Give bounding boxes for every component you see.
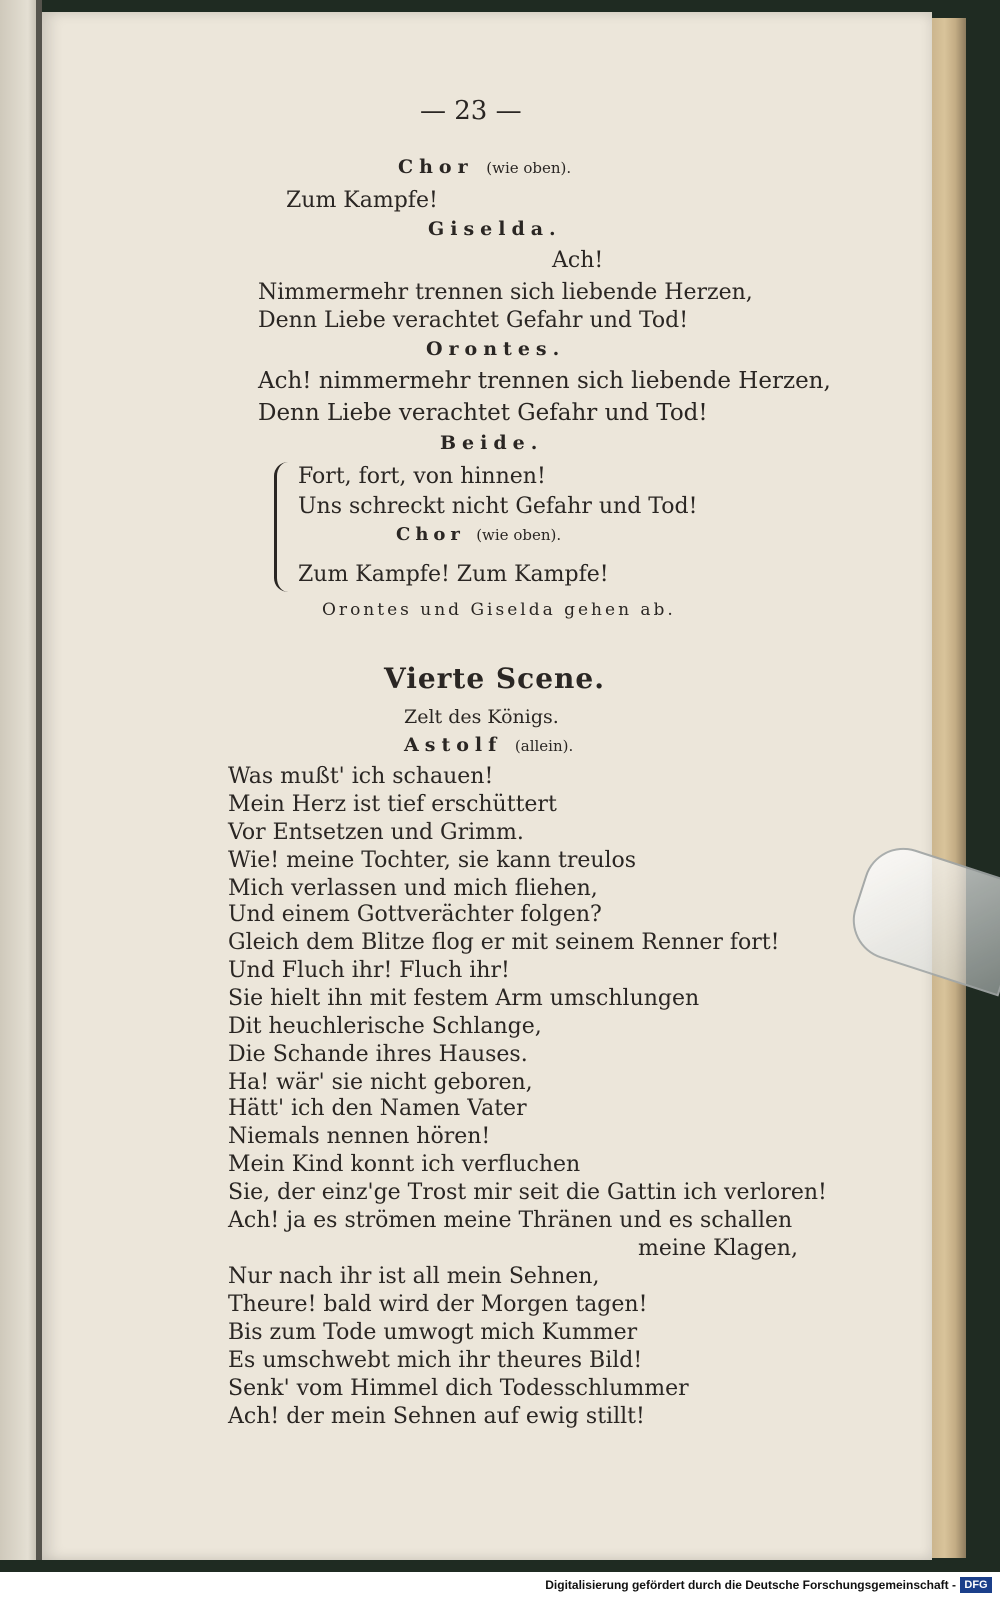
speaker-beide: Beide. <box>440 432 544 454</box>
verse-astolf-3: Vor Entsetzen und Grimm. <box>228 820 524 845</box>
verse-astolf-20: Bis zum Tode umwogt mich Kummer <box>228 1320 638 1345</box>
speaker-chor-2-note: (wie oben). <box>476 526 562 544</box>
speaker-chor <box>398 156 571 178</box>
verse-astolf-15: Mein Kind konnt ich verfluchen <box>228 1152 581 1177</box>
verse-giselda-1: Nimmermehr trennen sich liebende Herzen, <box>258 280 753 305</box>
verse-astolf-17: Ach! ja es strömen meine Thränen und es schallen <box>228 1208 793 1233</box>
verse-astolf-10: Dit heuchlerische Schlange, <box>228 1014 542 1039</box>
verse-chor-2: Zum Kampfe! Zum Kampfe! <box>298 562 609 587</box>
verse-orontes-1: Ach! nimmermehr trennen sich liebende Herzen, <box>258 368 831 394</box>
verse-astolf-1: Was mußt' ich schauen! <box>228 764 494 789</box>
speaker-orontes: Orontes. <box>426 338 566 360</box>
speaker-chor-note: (wie oben). <box>486 159 572 177</box>
verse-beide-1: Fort, fort, von hinnen! <box>298 464 546 489</box>
speaker-astolf <box>404 734 573 756</box>
verse-astolf-14: Niemals nennen hören! <box>228 1124 491 1149</box>
verse-beide-2: Uns schreckt nicht Gefahr und Tod! <box>298 494 698 519</box>
footer-credit: Digitalisierung gefördert durch die Deutsche Forschungsgemeinschaft - <box>545 1578 956 1592</box>
verse-zum-kampfe: Zum Kampfe! <box>286 188 438 213</box>
speaker-astolf-name: Astolf <box>404 734 503 756</box>
speaker-chor-2 <box>396 524 561 545</box>
verse-astolf-9: Sie hielt ihn mit festem Arm umschlungen <box>228 986 700 1011</box>
verse-astolf-8: Und Fluch ihr! Fluch ihr! <box>228 958 510 983</box>
verse-astolf-12: Ha! wär' sie nicht geboren, <box>228 1070 533 1095</box>
verse-astolf-21: Es umschwebt mich ihr theures Bild! <box>228 1348 643 1373</box>
verse-astolf-5: Mich verlassen und mich fliehen, <box>228 876 598 901</box>
verse-astolf-13: Hätt' ich den Namen Vater <box>228 1096 527 1121</box>
verse-astolf-6: Und einem Gottverächter folgen? <box>228 902 602 927</box>
scene-title: Vierte Scene. <box>384 662 605 695</box>
speaker-giselda: Giselda. <box>428 218 562 240</box>
speaker-chor-name: Chor <box>398 156 474 178</box>
verse-astolf-11: Die Schande ihres Hauses. <box>228 1042 528 1067</box>
verse-astolf-4: Wie! meine Tochter, sie kann treulos <box>228 848 637 873</box>
left-page-edge <box>0 0 40 1560</box>
speaker-astolf-note: (allein). <box>514 737 574 755</box>
verse-astolf-23: Ach! der mein Sehnen auf ewig stillt! <box>228 1404 645 1429</box>
speaker-chor-2-name: Chor <box>396 524 465 545</box>
page-number: — 23 — <box>420 96 522 126</box>
stage-direction-exit: Orontes und Giselda gehen ab. <box>322 600 676 620</box>
verse-astolf-22: Senk' vom Himmel dich Todesschlummer <box>228 1376 689 1401</box>
verse-astolf-19: Theure! bald wird der Morgen tagen! <box>228 1292 648 1317</box>
dfg-logo-icon: DFG <box>960 1577 992 1593</box>
verse-astolf-7: Gleich dem Blitze flog er mit seinem Renner fort! <box>228 930 780 955</box>
page-edges <box>930 18 966 1558</box>
verse-astolf-2: Mein Herz ist tief erschüttert <box>228 792 557 817</box>
verse-astolf-17-cont: meine Klagen, <box>638 1236 798 1261</box>
bracket-brace <box>274 462 291 592</box>
verse-ach: Ach! <box>552 248 604 273</box>
verse-astolf-16: Sie, der einz'ge Trost mir seit die Gattin ich verloren! <box>228 1180 827 1205</box>
verse-giselda-2: Denn Liebe verachtet Gefahr und Tod! <box>258 308 689 333</box>
verse-astolf-18: Nur nach ihr ist all mein Sehnen, <box>228 1264 600 1289</box>
verse-orontes-2: Denn Liebe verachtet Gefahr und Tod! <box>258 400 708 426</box>
scene-setting: Zelt des Königs. <box>404 706 559 728</box>
